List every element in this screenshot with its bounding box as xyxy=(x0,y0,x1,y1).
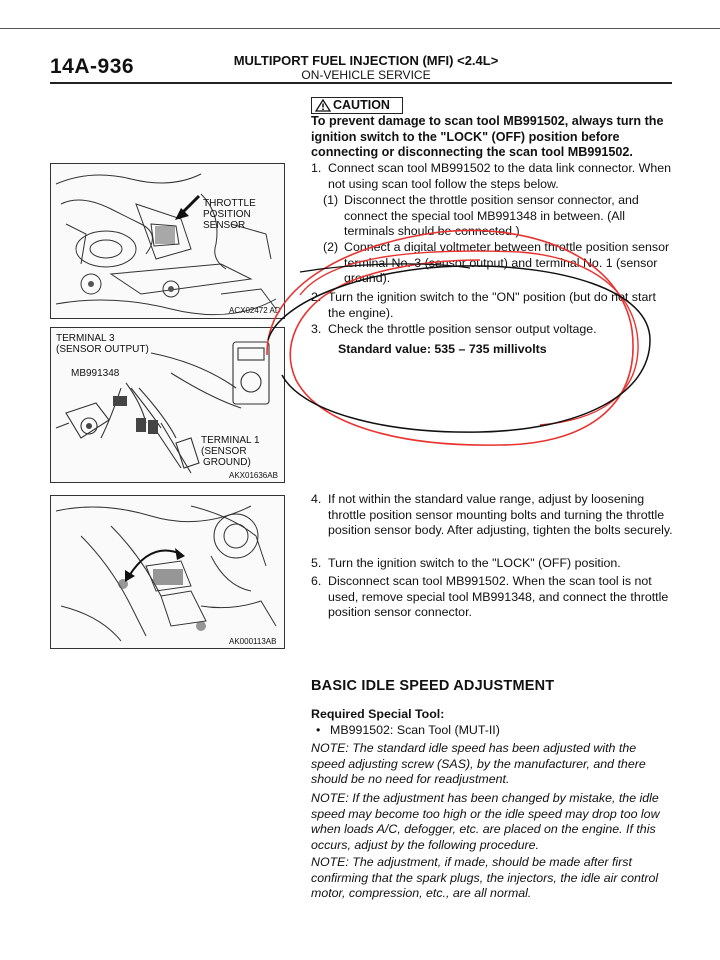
figure-code: AKX01636AB xyxy=(229,471,278,480)
figure-code: AK000113AB xyxy=(229,637,277,646)
figure-label: (SENSOR OUTPUT) xyxy=(56,344,149,355)
figure-code: ACX02472 AD xyxy=(229,306,281,315)
step-text: Turn the ignition switch to the "ON" position (but do not start the engine). xyxy=(328,290,656,320)
step-number: 6. xyxy=(311,574,322,588)
black-annotation-loop xyxy=(268,266,650,432)
standard-value: Standard value: 535 – 735 millivolts xyxy=(338,342,547,356)
substep-text: Connect a digital voltmeter between throttle position sensor terminal No. 3 (sensor output) and terminal No. 1 (sensor ground). xyxy=(344,240,670,285)
red-annotation-loop xyxy=(300,251,638,425)
substep-number: (1) xyxy=(323,193,339,207)
tool-item: MB991502: Scan Tool (MUT-II) xyxy=(330,723,500,737)
note-text: NOTE: The adjustment, if made, should be made after first confirming that the spark plugs, the injectors, the idle air control motor, compression, etc., are all normal. xyxy=(311,855,659,900)
substep-number: (2) xyxy=(323,240,339,254)
figure-label: TERMINAL 1 xyxy=(201,435,260,446)
step-number: 2. xyxy=(311,290,322,304)
step-number: 4. xyxy=(311,492,322,506)
step-number: 3. xyxy=(311,322,322,336)
bullet-icon: • xyxy=(316,723,321,737)
step-text: Connect scan tool MB991502 to the data link connector. When not using scan tool follow the steps below. xyxy=(328,161,672,191)
note-text: NOTE: The standard idle speed has been adjusted with the speed adjusting screw (SAS), by the manufacturer, and there should be no need for readjustment. xyxy=(311,741,646,786)
page-number: 14A-936 xyxy=(50,55,135,78)
step-text: If not within the standard value range, adjust by loosening throttle position sensor mounting bolts and turning the throttle position sensor body. After adjusting, tighten the bolts securely. xyxy=(328,492,673,537)
figure-label: SENSOR xyxy=(203,220,246,231)
figure-label: TERMINAL 3 xyxy=(56,333,115,344)
caution-label: CAUTION xyxy=(333,98,390,112)
step-text: Disconnect scan tool MB991502. When the scan tool is not used, remove special tool MB991348, and connect the throttle position sensor connector. xyxy=(328,574,669,619)
figure-label: THROTTLE xyxy=(203,198,256,209)
step-number: 1. xyxy=(311,161,322,175)
page-subtitle: ON-VEHICLE SERVICE xyxy=(301,68,431,82)
figure-label: GROUND) xyxy=(203,457,251,468)
section-heading: BASIC IDLE SPEED ADJUSTMENT xyxy=(311,678,555,694)
step-text: Turn the ignition switch to the "LOCK" (OFF) position. xyxy=(328,556,621,570)
step-number: 5. xyxy=(311,556,322,570)
substep-text: Disconnect the throttle position sensor connector, and connect the special tool MB991348 in between. (All terminals should be connected.) xyxy=(344,193,639,238)
red-annotation-loop xyxy=(267,230,633,445)
note-text: NOTE: If the adjustment has been changed by mistake, the idle speed may become too high or the idle speed may drop too low when loads A/C, defogger, etc. are placed on the engine. If this occurs, adjust by the following procedure. xyxy=(311,791,660,852)
step-text: Check the throttle position sensor output voltage. xyxy=(328,322,597,336)
figure-label: (SENSOR xyxy=(201,446,247,457)
caution-text: To prevent damage to scan tool MB991502, always turn the ignition switch to the "LOCK" (OFF) position before connecting or disconnecting the scan tool MB991502. xyxy=(311,114,664,159)
figure-label: POSITION xyxy=(203,209,251,220)
figure-label: MB991348 xyxy=(71,368,120,379)
page-title: MULTIPORT FUEL INJECTION (MFI) <2.4L> xyxy=(233,53,499,68)
required-tool-label: Required Special Tool: xyxy=(311,707,445,721)
